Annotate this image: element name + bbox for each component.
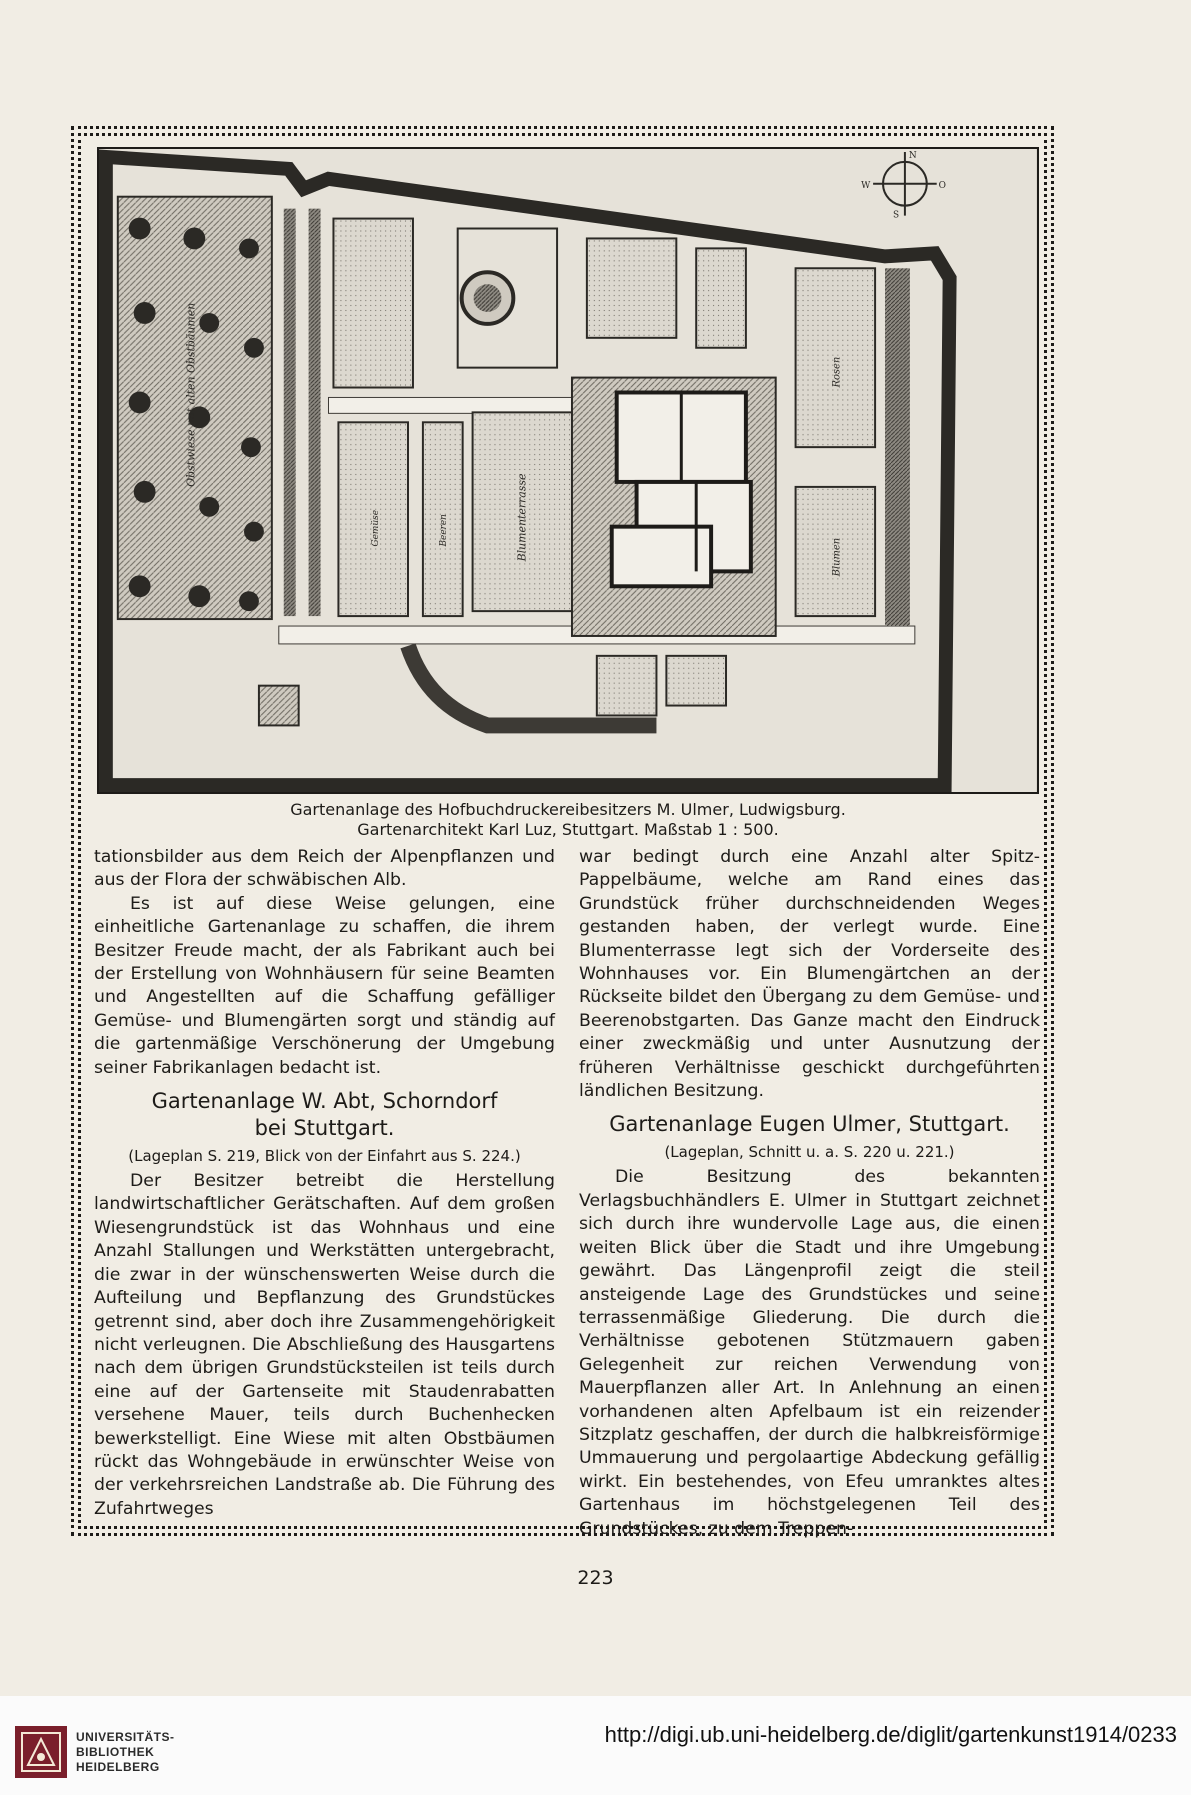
compass-south: S bbox=[892, 210, 900, 221]
flower-terrace-label: Blumenterrasse bbox=[515, 473, 529, 562]
garden-plan-drawing bbox=[99, 149, 1037, 792]
section-heading-ulmer: Gartenanlage Eugen Ulmer, Stuttgart. bbox=[609, 1112, 1010, 1137]
library-name-line-1: UNIVERSITÄTS- bbox=[76, 1729, 175, 1744]
garden-plan-figure bbox=[97, 147, 1039, 794]
left-paragraph-2: Es ist auf diese Weise gelungen, eine einheitliche Gartenanlage zu schaffen, die ihrem Besitzer Freude macht, der als Fabrikant auch bei der Erstellung von Wohnhäusern für seine Beamten und Angestellten auf die Schaffung gefälliger Gemüse- und Blumengärten sorgt und ständig auf die gartenmäßige Verschönerung der Umgebung seiner Fabrikanlagen bedacht ist. bbox=[94, 893, 555, 1078]
roses-label: Rosen bbox=[831, 356, 843, 388]
house-building bbox=[572, 378, 776, 636]
flowers-label: Blumen bbox=[831, 537, 843, 577]
caption-line-2: Gartenarchitekt Karl Luz, Stuttgart. Maßstab 1 : 500. bbox=[357, 820, 779, 839]
compass-east: O bbox=[938, 180, 947, 191]
right-paragraph-2: Die Besitzung des bekannten Verlagsbuchhändlers E. Ulmer in Stuttgart zeichnet sich durch ihre wundervolle Lage aus, die einen weiten Blick über die Stadt und ihre Umgebung gewährt. Das Längenprofil zeigt die steil ansteigende Lage des Grundstückes und seine terrassenmäßige Gliederung. Die durch die Verhältnisse gebotenen Stützmauern gaben Gelegenheit zur reichen Verwendung von Mauerpflanzen aller Art. In Anlehnung an einen vorhandenen alten Apfelbaum ist ein reizender Sitzplatz geschaffen, der durch die halbkreisförmige Ummauerung und pergolaartige Abdeckung gefällig wirkt. Ein bestehendes, von Efeu umranktes altes Gartenhaus im höchstgelegenen Teil des Grundstückes, zu dem Treppen- bbox=[579, 1167, 1040, 1539]
vegetable-left-label: Gemüse bbox=[371, 509, 382, 547]
library-seal-icon bbox=[14, 1725, 68, 1779]
section-heading-abt-line-2: bei Stuttgart. bbox=[254, 1116, 395, 1141]
library-name-line-3: HEIDELBERG bbox=[76, 1759, 160, 1774]
library-name bbox=[76, 1730, 175, 1775]
vegetable-right-label: Beeren bbox=[438, 514, 449, 547]
library-name-line-2: BIBLIOTHEK bbox=[76, 1744, 155, 1759]
left-paragraph-1: tationsbilder aus dem Reich der Alpenpflanzen und aus der Flora der schwäbischen Alb. bbox=[94, 847, 555, 891]
page-number: 223 bbox=[577, 1567, 614, 1589]
source-url-link[interactable]: http://digi.ub.uni-heidelberg.de/diglit/gartenkunst1914/0233 bbox=[604, 1722, 1177, 1747]
figure-caption bbox=[97, 800, 1039, 840]
left-paragraph-3: Der Besitzer betreibt die Herstellung landwirtschaftlicher Gerätschaften. Auf dem großen Wiesengrundstück ist das Wohnhaus und eine Anzahl Stallungen und Werkstätten untergebracht, die zwar in der wünschenswerten Weise durch die Aufteilung und Bepflanzung des Grundstückes getrennt sind, aber doch ihre Zusammengehörigkeit nicht verleugnen. Die Abschließung des Hausgartens nach dem übrigen Grundstücksteilen ist teils durch eine auf der Gartenseite mit Staudenrabatten versehene Mauer, teils durch Buchenhecken bewerkstelligt. Eine Wiese mit alten Obstbäumen rückt das Wohngebäude in erwünschter Weise von der verkehrsreichen Landstraße ab. Die Führung des Zufahrtweges bbox=[94, 1171, 555, 1519]
library-logo[interactable] bbox=[14, 1725, 175, 1779]
compass-north: N bbox=[908, 150, 917, 161]
section-heading-abt-line-1: Gartenanlage W. Abt, Schorndorf bbox=[151, 1089, 498, 1114]
meadow-label: Obstwiese mit alten Obstbäumen bbox=[184, 302, 198, 487]
compass-west: W bbox=[861, 180, 871, 191]
section-heading-abt bbox=[94, 1088, 555, 1142]
right-paragraph-1: war bedingt durch eine Anzahl alter Spitz-Pappelbäume, welche am Rand eines das Grundstück früher durchschneidenden Weges gestanden haben, der verlegt wurde. Eine Blumenterrasse legt sich der Vorderseite des Wohnhauses vor. Ein Blumengärtchen an der Rückseite bildet den Übergang zu dem Gemüse- und Beerenobstgarten. Das Ganze macht den Eindruck einer zweckmäßig und unter Ausnutzung der früheren Verhältnisse geschickt durchgeführten ländlichen Besitzung. bbox=[579, 847, 1040, 1102]
left-column bbox=[94, 846, 555, 1521]
section-reference-abt: (Lageplan S. 219, Blick von der Einfahrt aus S. 224.) bbox=[128, 1147, 521, 1166]
caption-line-1: Gartenanlage des Hofbuchdruckereibesitzers M. Ulmer, Ludwigsburg. bbox=[290, 800, 846, 819]
section-reference-ulmer: (Lageplan, Schnitt u. a. S. 220 u. 221.) bbox=[664, 1143, 955, 1162]
right-column bbox=[579, 846, 1040, 1541]
